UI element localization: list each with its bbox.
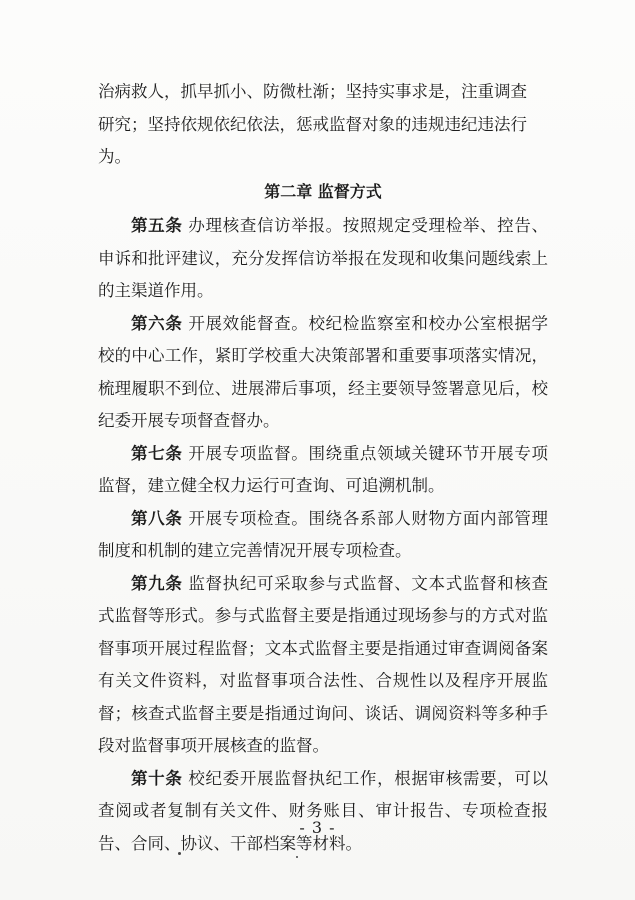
scan-speck [296,856,298,858]
article-body: 办理核查信访举报。按照规定受理检举、控告、申诉和批评建议，充分发挥信访举报在发现和收集问题线索上的主渠道作用。 [98,216,548,300]
article-body: 校纪委开展监督执纪工作，根据审核需要，可以查阅或者复制有关文件、财务账目、审计报告、专项检查报告、合同、协议、干部档案等材料。 [98,768,548,853]
intro-line: 研究；坚持依规依纪依法，惩戒监督对象的违规违纪违法行 [98,114,527,134]
page-number: - 3 - [299,818,336,837]
article-6 [98,308,548,438]
article-body: 开展效能督查。校纪检监察室和校办公室根据学校的中心工作，紧盯学校重大决策部署和重要事项落实情况，梳理履职不到位、进展滞后事项，经主要领导签署意见后，校纪委开展专项督查督办。 [98,313,548,430]
article-title: 第六条 [131,313,183,333]
article-9 [98,568,548,763]
article-8 [98,503,548,568]
article-5 [98,210,548,308]
intro-paragraph [98,76,548,174]
intro-line: 为。 [98,147,131,166]
article-10 [98,763,548,861]
article-body: 监督执纪可采取参与式监督、文本式监督和核查式监督等形式。参与式监督主要是指通过现场参与的方式对监督事项开展过程监督；文本式监督主要是指通过审查调阅备案有关文件资料，对监督事项合法性、合规性以及程序开展监督；核查式监督主要是指通过询问、谈话、调阅资料等多种手段对监督事项开展核查的监督。 [98,573,548,755]
article-7 [98,438,548,503]
chapter-title: 第二章 监督方式 [264,181,382,201]
document-body [98,76,548,860]
article-body: 开展专项检查。围绕各系部人财物方面内部管理制度和机制的建立完善情况开展专项检查。 [98,508,548,560]
intro-line: 治病救人，抓早抓小、防微杜渐；坚持实事求是，注重调查 [98,82,527,101]
article-title: 第十条 [131,768,183,788]
article-title: 第八条 [131,508,183,528]
article-title: 第五条 [131,216,183,235]
article-title: 第九条 [131,573,183,593]
article-title: 第七条 [131,443,183,463]
scan-speck [178,852,181,855]
article-body: 开展专项监督。围绕重点领域关键环节开展专项监督，建立健全权力运行可查询、可追溯机制。 [98,443,548,495]
